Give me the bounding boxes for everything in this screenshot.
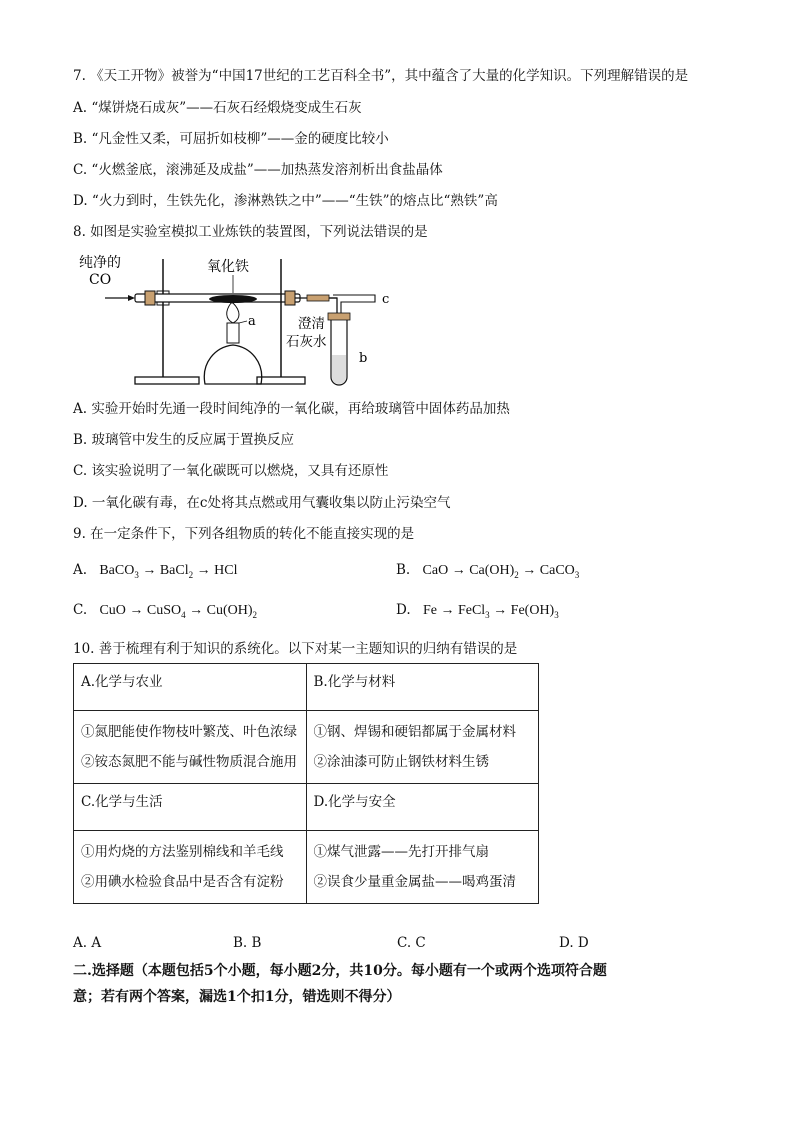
table-item: ②用碘水检验食品中是否含有淀粉 (81, 874, 284, 890)
formula-caoh2: Ca(OH) (469, 563, 515, 578)
rubber-connector (307, 295, 329, 301)
arrow-icon: → (129, 603, 144, 618)
table-item: ②误食少量重金属盐——喝鸡蛋清 (313, 874, 516, 890)
q9-b-label: B. (396, 562, 411, 578)
table-item: ①煤气泄露——先打开排气扇 (313, 844, 489, 860)
table-item: ①用灼烧的方法鉴别棉线和羊毛线 (81, 844, 284, 860)
arrow-icon: → (142, 563, 157, 578)
sub: 3 (134, 570, 139, 580)
q9-option-b (396, 561, 579, 584)
table-cell-c-body (74, 831, 307, 904)
q9-option-a (73, 561, 237, 584)
formula-feoh3: Fe(OH) (510, 603, 555, 618)
q7-option-d: D. “火力到时，生铁先化，渗淋熟铁之中”——“生铁”的熔点比“熟铁”高 (73, 193, 498, 209)
right-stand-base (257, 377, 305, 384)
table-item: ①钢、焊锡和硬铝都属于金属材料 (313, 724, 516, 740)
q9-option-d (396, 601, 559, 624)
q7-stem: 7. 《天工开物》被誉为“中国17世纪的工艺百科全书”，其中蕴含了大量的化学知识。下列理解错误的是 (73, 68, 689, 84)
q9-option-c (73, 601, 257, 624)
sub: 3 (485, 610, 490, 620)
table-cell-d-head: D.化学与安全 (306, 784, 539, 831)
arrow-icon: → (189, 603, 204, 618)
limewater-label-line1: 澄清 (298, 316, 325, 332)
q9-d-label: D. (396, 602, 411, 618)
table-cell-c-head: C.化学与生活 (74, 784, 307, 831)
formula-baco3: BaCO (99, 563, 135, 578)
sub: 2 (188, 570, 194, 580)
iron-oxide-label: 氧化铁 (207, 259, 249, 275)
q8-stem: 8. 如图是实验室模拟工业炼铁的装置图，下列说法错误的是 (73, 224, 428, 240)
q10-option-b: B. B (233, 935, 262, 951)
section2-heading-line2: 意；若有两个答案，漏选1个扣1分，错选则不得分） (73, 989, 401, 1005)
arrow-icon: → (493, 603, 508, 618)
label-a: a (248, 314, 256, 329)
alcohol-lamp (204, 345, 261, 384)
label-c: c (382, 292, 390, 307)
table-item: ②铵态氮肥不能与碱性物质混合施用 (81, 754, 297, 770)
lamp-wick (227, 323, 239, 343)
co-label-line1: 纯净的 (79, 255, 121, 271)
formula-bacl2: BaCl (159, 563, 189, 578)
table-cell-b-head: B.化学与材料 (306, 664, 539, 711)
limewater-liquid (332, 355, 346, 384)
q8-option-b: B. 玻璃管中发生的反应属于置换反应 (73, 432, 295, 448)
formula-fe: Fe (422, 603, 437, 618)
flame-icon (227, 303, 239, 323)
formula-fecl3: FeCl (457, 603, 486, 618)
sub: 2 (514, 570, 519, 580)
table-cell-a-body (74, 711, 307, 784)
arrow-icon: → (440, 603, 455, 618)
iron-oxide-sample (209, 295, 257, 303)
section2-heading-line1: 二.选择题（本题包括5个小题，每小题2分，共10分。每小题有一个或两个选项符合题 (73, 963, 607, 979)
left-stopper (145, 291, 155, 305)
arrow-icon: → (522, 563, 537, 578)
q10-option-a: A. A (73, 935, 102, 951)
table-cell-d-body (306, 831, 539, 904)
co-label-line2: CO (89, 272, 112, 288)
q10-option-c: C. C (397, 935, 426, 951)
q8-option-d: D. 一氧化碳有毒，在c处将其点燃或用气囊收集以防止污染空气 (73, 495, 451, 511)
q10-option-d: D. D (559, 935, 589, 951)
iron-smelting-apparatus-figure (73, 253, 403, 391)
test-tube-stopper (328, 313, 350, 320)
q9-a-label: A. (73, 562, 88, 578)
q8-option-a: A. 实验开始时先通一段时间纯净的一氧化碳，再给玻璃管中固体药品加热 (73, 401, 510, 417)
left-stand-base (135, 377, 199, 384)
formula-caco3: CaCO (539, 563, 575, 578)
formula-hcl: HCl (214, 563, 238, 578)
formula-cao: CaO (422, 563, 449, 578)
q7-option-a: A. “煤饼烧石成灰”——石灰石经煅烧变成生石灰 (73, 100, 362, 116)
sub: 3 (574, 570, 580, 580)
q10-stem: 10. 善于梳理有利于知识的系统化。以下对某一主题知识的归纳有错误的是 (73, 641, 518, 657)
sub: 2 (252, 610, 258, 620)
table-item: ①氮肥能使作物枝叶繁茂、叶色浓绿 (81, 724, 297, 740)
limewater-label-line2: 石灰水 (286, 334, 327, 350)
sub: 4 (181, 610, 186, 620)
table-item: ②涂油漆可防止钢铁材料生锈 (313, 754, 489, 770)
label-b: b (359, 351, 368, 366)
arrow-icon: → (451, 563, 466, 578)
right-stopper (285, 291, 295, 305)
q8-option-c: C. 该实验说明了一氧化碳既可以燃烧，又具有还原性 (73, 463, 389, 479)
arrow-icon: → (196, 563, 211, 578)
q9-c-label: C. (73, 602, 88, 618)
q9-stem: 9. 在一定条件下，下列各组物质的转化不能直接实现的是 (73, 526, 415, 542)
label-a-pointer (239, 321, 247, 323)
formula-cuo: CuO (99, 603, 126, 618)
co-arrow-head (128, 295, 135, 301)
q10-summary-table (73, 663, 539, 904)
table-cell-b-body (306, 711, 539, 784)
q7-option-b: B. “凡金性又柔，可屈折如枝柳”——金的硬度比较小 (73, 131, 389, 147)
formula-cuso4: CuSO (146, 603, 182, 618)
table-cell-a-head: A.化学与农业 (74, 664, 307, 711)
q7-option-c: C. “火燃釜底，滚沸延及成盐”——加热蒸发溶剂析出食盐晶体 (73, 162, 443, 178)
sub: 3 (554, 610, 559, 620)
formula-cuoh2: Cu(OH) (206, 603, 253, 618)
